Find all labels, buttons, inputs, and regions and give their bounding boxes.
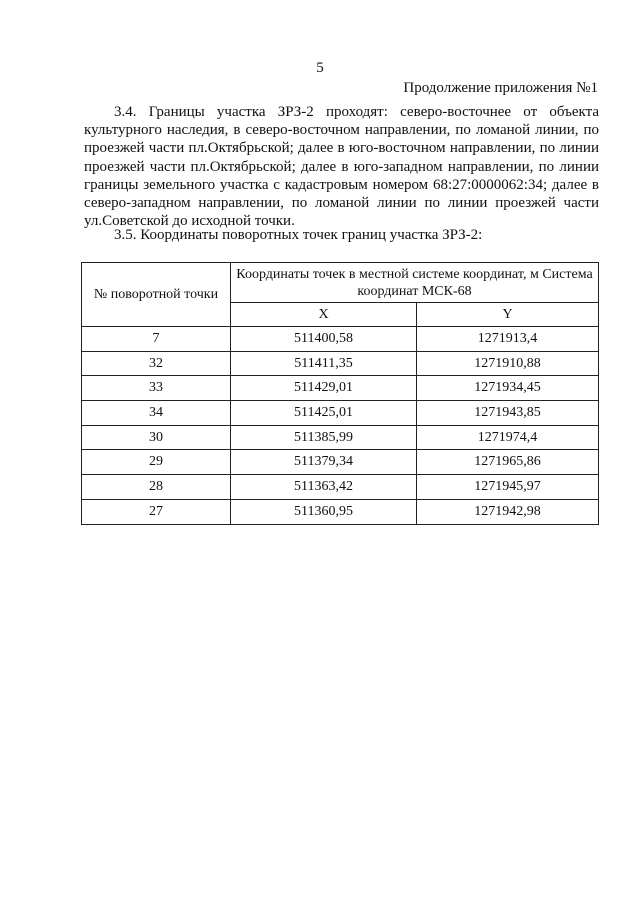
- table-body: [82, 327, 599, 525]
- appendix-heading: Продолжение приложения №1: [403, 80, 598, 96]
- table-row: [82, 376, 599, 401]
- y-cell: 1271965,86: [417, 450, 599, 475]
- section-3-5-paragraph: [84, 226, 599, 244]
- section-3-4-text: 3.4. Границы участка ЗРЗ-2 проходят: северо-восточнее от объекта культурного наследия, в северо-восточном направлении, по ломаной линии, по проезжей части пл.Октябрьской; далее в юго-восточном направлении, по линии проезжей части пл.Октябрьской; далее в юго-западном направлении, по линии границы земельного участка с кадастровым номером 68:27:0000062:34; далее в северо-западном направлении, по ломаной линии по линии проезжей части ул.Советской до исходной точки.: [84, 104, 599, 230]
- point-cell: 29: [82, 450, 231, 475]
- page-number: 5: [316, 60, 324, 76]
- point-cell: 33: [82, 376, 231, 401]
- y-cell: 1271943,85: [417, 401, 599, 426]
- point-cell: 32: [82, 351, 231, 376]
- table-row: [82, 425, 599, 450]
- header-coordinates: [231, 263, 599, 303]
- section-3-5-text: 3.5. Координаты поворотных точек границ участка ЗРЗ-2:: [114, 227, 483, 243]
- y-cell: 1271945,97: [417, 475, 599, 500]
- table-row: [82, 499, 599, 524]
- coordinates-table: [81, 262, 599, 525]
- x-cell: 511360,95: [231, 499, 417, 524]
- point-cell: 27: [82, 499, 231, 524]
- table-row: [82, 351, 599, 376]
- x-cell: 511385,99: [231, 425, 417, 450]
- x-cell: 511379,34: [231, 450, 417, 475]
- header-point-number: № поворотной точки: [82, 263, 231, 327]
- x-cell: 511363,42: [231, 475, 417, 500]
- header-coordinates-text: Координаты точек в местной системе координат, м Система координат МСК-68: [236, 266, 593, 299]
- point-cell: 7: [82, 327, 231, 352]
- table-row: [82, 475, 599, 500]
- x-cell: 511400,58: [231, 327, 417, 352]
- header-x: X: [231, 303, 417, 327]
- point-cell: 34: [82, 401, 231, 426]
- table-row: [82, 450, 599, 475]
- header-y: Y: [417, 303, 599, 327]
- y-cell: 1271974,4: [417, 425, 599, 450]
- x-cell: 511425,01: [231, 401, 417, 426]
- table-row: [82, 327, 599, 352]
- section-3-4-paragraph: [84, 103, 599, 230]
- x-cell: 511411,35: [231, 351, 417, 376]
- y-cell: 1271910,88: [417, 351, 599, 376]
- table-row: [82, 401, 599, 426]
- point-cell: 28: [82, 475, 231, 500]
- x-cell: 511429,01: [231, 376, 417, 401]
- y-cell: 1271942,98: [417, 499, 599, 524]
- point-cell: 30: [82, 425, 231, 450]
- y-cell: 1271934,45: [417, 376, 599, 401]
- y-cell: 1271913,4: [417, 327, 599, 352]
